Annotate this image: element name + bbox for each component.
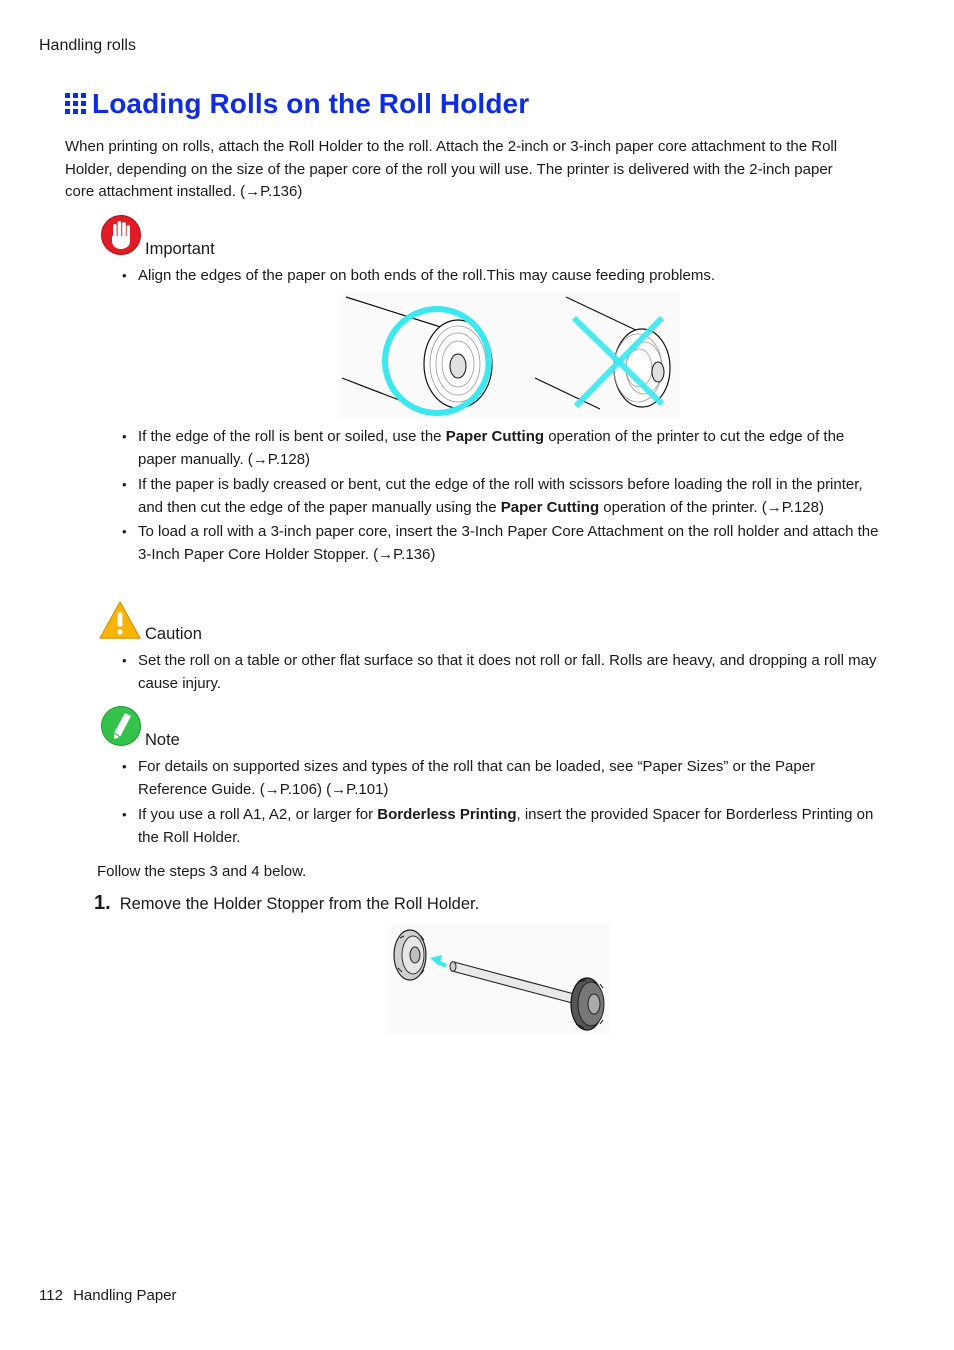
running-header: Handling rolls <box>39 37 136 54</box>
list-item <box>122 425 882 471</box>
step-1 <box>94 892 479 915</box>
step-number: 1. <box>94 892 111 914</box>
note-label: Note <box>145 731 180 749</box>
warning-triangle-icon <box>99 599 141 641</box>
roll-edge-illustration <box>340 292 680 418</box>
bold-term: Paper Cutting <box>445 428 545 445</box>
list-item <box>122 473 882 519</box>
step-text: Remove the Holder Stopper from the Roll Holder. <box>119 895 480 913</box>
note-list <box>122 755 882 850</box>
note-icon-wrap <box>100 705 142 752</box>
list-item-text: operation of the printer to cut the edge of the paper manually. (→P.128) <box>138 428 845 468</box>
list-item-text: operation of the printer. (→P.128) <box>599 498 824 516</box>
list-item <box>122 755 882 801</box>
page-number: 112 <box>39 1287 63 1304</box>
caution-list <box>122 649 882 697</box>
important-label: Important <box>145 240 215 258</box>
list-item-text: For details on supported sizes and types of the roll that can be loaded, see “Paper Sizes” or the Paper Reference Guide. (→P.106) (→P.101) <box>138 758 816 798</box>
raised-hand-icon <box>100 214 142 256</box>
page-title: Loading Rolls on the Roll Holder <box>92 88 530 119</box>
list-item-text: If the paper is badly creased or bent, cut the edge of the roll with scissors before loading the roll in the printer, and then cut the edge of the paper manually using the <box>138 475 863 516</box>
caution-icon-wrap <box>99 599 141 646</box>
caution-label: Caution <box>145 625 202 643</box>
follow-text: Follow the steps 3 and 4 below. <box>97 863 307 880</box>
section-title <box>64 88 529 120</box>
pencil-icon <box>100 705 142 747</box>
list-item-text: Align the edges of the paper on both ends of the roll.This may cause feeding problems. <box>138 267 716 284</box>
important-list-a <box>122 264 882 289</box>
list-item-text: Set the roll on a table or other flat surface so that it does not roll or fall. Rolls are heavy, and dropping a roll may cause injury. <box>138 652 877 692</box>
roll-holder-illustration <box>388 924 610 1034</box>
bold-term: Paper Cutting <box>500 498 600 516</box>
footer-section: Handling Paper <box>73 1287 177 1304</box>
list-item-text: To load a roll with a 3-inch paper core, insert the 3-Inch Paper Core Attachment on the roll holder and attach the 3-Inch Paper Core Holder Stopper. (→P.136) <box>138 523 879 563</box>
list-item <box>122 520 882 566</box>
page-footer <box>39 1287 177 1304</box>
list-item-text: If you use a roll A1, A2, or larger for <box>138 805 378 823</box>
intro-paragraph: When printing on rolls, attach the Roll Holder to the roll. Attach the 2-inch or 3-inch paper core attachment to the Roll Holder, depending on the size of the paper core of the roll you will use. The printer is delivered with the 2-inch paper core attachment installed. (→P.136) <box>65 138 838 200</box>
list-item <box>122 649 882 695</box>
list-item-text: , insert the provided Spacer for Borderless Printing on the Roll Holder. <box>138 805 874 846</box>
holder-stopper-image <box>394 930 426 980</box>
important-icon-wrap <box>100 214 142 261</box>
important-list-b <box>122 425 882 568</box>
list-item-text: If the edge of the roll is bent or soiled, use the <box>138 428 446 445</box>
list-item <box>122 264 882 287</box>
list-item <box>122 803 882 849</box>
grid-icon <box>64 92 88 116</box>
bold-term: Borderless Printing <box>377 805 517 823</box>
